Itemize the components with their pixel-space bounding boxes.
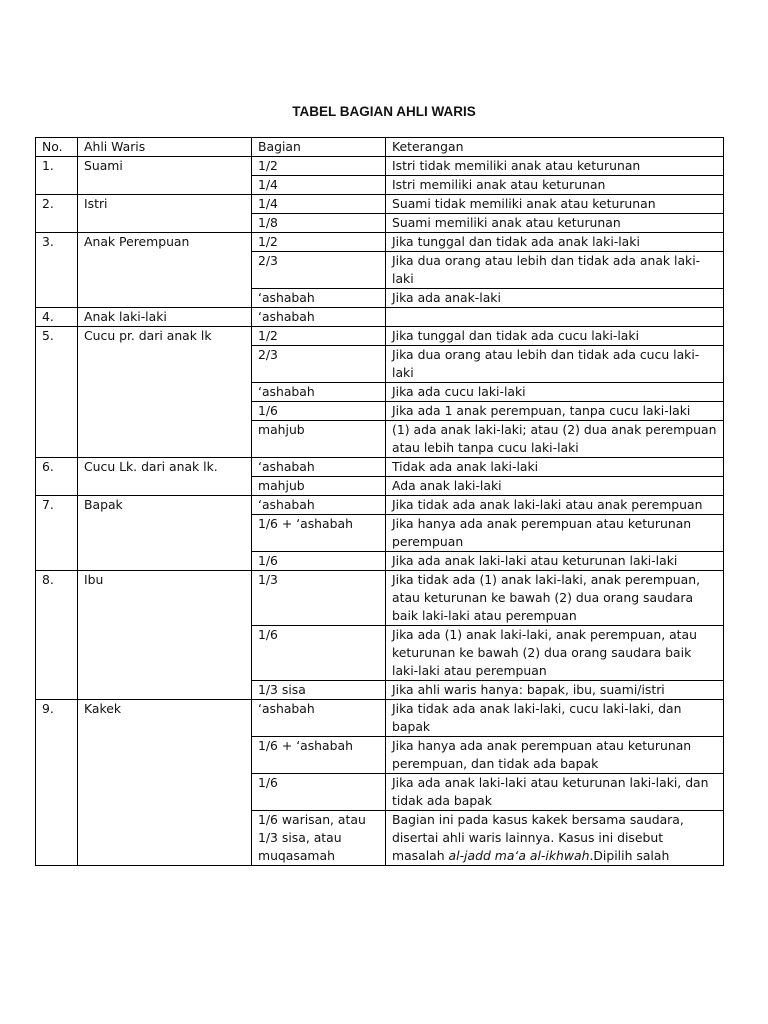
table-row bbox=[36, 571, 724, 626]
table-row bbox=[36, 308, 724, 327]
cell-bagian: 1/3 sisa bbox=[252, 681, 386, 700]
cell-keterangan bbox=[386, 308, 724, 327]
cell-ahli-waris: Cucu Lk. dari anak lk. bbox=[78, 458, 252, 496]
cell-ahli-waris: Ibu bbox=[78, 571, 252, 700]
cell-no: 1. bbox=[36, 157, 78, 195]
cell-keterangan: Jika hanya ada anak perempuan atau keturunan perempuan, dan tidak ada bapak bbox=[386, 737, 724, 774]
cell-keterangan: Istri tidak memiliki anak atau keturunan bbox=[386, 157, 724, 176]
cell-bagian: 1/6 + ‘ashabah bbox=[252, 515, 386, 552]
cell-ahli-waris: Suami bbox=[78, 157, 252, 195]
table-row bbox=[36, 195, 724, 214]
cell-bagian: 1/6 warisan, atau 1/3 sisa, atau muqasamah bbox=[252, 811, 386, 866]
cell-keterangan: Jika dua orang atau lebih dan tidak ada cucu laki-laki bbox=[386, 346, 724, 383]
cell-bagian: ‘ashabah bbox=[252, 289, 386, 308]
table-header-row bbox=[36, 138, 724, 157]
cell-bagian: ‘ashabah bbox=[252, 308, 386, 327]
cell-bagian: 1/6 + ‘ashabah bbox=[252, 737, 386, 774]
table-row bbox=[36, 496, 724, 515]
cell-bagian: ‘ashabah bbox=[252, 700, 386, 737]
keterangan-italic-term: al-jadd ma‘a al-ikhwah bbox=[448, 848, 590, 863]
table-row bbox=[36, 458, 724, 477]
table-row bbox=[36, 327, 724, 346]
cell-bagian: 1/4 bbox=[252, 195, 386, 214]
cell-bagian: 2/3 bbox=[252, 252, 386, 289]
cell-no: 9. bbox=[36, 700, 78, 866]
cell-keterangan: Jika tunggal dan tidak ada anak laki-laki bbox=[386, 233, 724, 252]
cell-no: 8. bbox=[36, 571, 78, 700]
cell-keterangan: Tidak ada anak laki-laki bbox=[386, 458, 724, 477]
cell-bagian: mahjub bbox=[252, 477, 386, 496]
table-title: TABEL BAGIAN AHLI WARIS bbox=[292, 104, 476, 119]
cell-keterangan: Jika ada cucu laki-laki bbox=[386, 383, 724, 402]
header-ahli-waris: Ahli Waris bbox=[78, 138, 252, 157]
table-row bbox=[36, 700, 724, 737]
cell-keterangan: Jika tidak ada (1) anak laki-laki, anak perempuan, atau keturunan ke bawah (2) dua orang saudara baik laki-laki atau perempuan bbox=[386, 571, 724, 626]
cell-bagian: 1/2 bbox=[252, 233, 386, 252]
cell-ahli-waris: Istri bbox=[78, 195, 252, 233]
keterangan-tail: .Dipilih salah bbox=[589, 848, 670, 863]
table-row bbox=[36, 233, 724, 252]
keterangan-text: Bagian ini pada kasus kakek bersama saudara, disertai ahli waris lainnya. Kasus ini disebut masalah bbox=[392, 812, 684, 863]
cell-bagian: mahjub bbox=[252, 421, 386, 458]
header-no: No. bbox=[36, 138, 78, 157]
cell-no: 6. bbox=[36, 458, 78, 496]
cell-bagian: 1/6 bbox=[252, 626, 386, 681]
header-bagian: Bagian bbox=[252, 138, 386, 157]
cell-bagian: 1/2 bbox=[252, 327, 386, 346]
cell-keterangan: Jika ahli waris hanya: bapak, ibu, suami/istri bbox=[386, 681, 724, 700]
cell-keterangan bbox=[386, 811, 724, 866]
cell-bagian: 1/2 bbox=[252, 157, 386, 176]
cell-keterangan: Jika ada 1 anak perempuan, tanpa cucu laki-laki bbox=[386, 402, 724, 421]
cell-no: 3. bbox=[36, 233, 78, 308]
cell-keterangan: Jika dua orang atau lebih dan tidak ada anak laki-laki bbox=[386, 252, 724, 289]
cell-no: 7. bbox=[36, 496, 78, 571]
cell-no: 2. bbox=[36, 195, 78, 233]
cell-keterangan: Jika ada anak laki-laki atau keturunan laki-laki, dan tidak ada bapak bbox=[386, 774, 724, 811]
cell-keterangan: Jika tunggal dan tidak ada cucu laki-laki bbox=[386, 327, 724, 346]
cell-bagian: 1/6 bbox=[252, 774, 386, 811]
cell-ahli-waris: Anak laki-laki bbox=[78, 308, 252, 327]
cell-bagian: 1/6 bbox=[252, 402, 386, 421]
cell-keterangan: Suami memiliki anak atau keturunan bbox=[386, 214, 724, 233]
cell-keterangan: Istri memiliki anak atau keturunan bbox=[386, 176, 724, 195]
header-keterangan: Keterangan bbox=[386, 138, 724, 157]
cell-keterangan: Jika tidak ada anak laki-laki, cucu laki-laki, dan bapak bbox=[386, 700, 724, 737]
cell-bagian: 1/3 bbox=[252, 571, 386, 626]
cell-ahli-waris: Anak Perempuan bbox=[78, 233, 252, 308]
cell-bagian: ‘ashabah bbox=[252, 496, 386, 515]
table-row bbox=[36, 157, 724, 176]
cell-bagian: 1/6 bbox=[252, 552, 386, 571]
cell-keterangan: (1) ada anak laki-laki; atau (2) dua anak perempuan atau lebih tanpa cucu laki-laki bbox=[386, 421, 724, 458]
cell-ahli-waris: Kakek bbox=[78, 700, 252, 866]
cell-keterangan: Suami tidak memiliki anak atau keturunan bbox=[386, 195, 724, 214]
cell-ahli-waris: Cucu pr. dari anak lk bbox=[78, 327, 252, 458]
cell-keterangan: Ada anak laki-laki bbox=[386, 477, 724, 496]
cell-keterangan: Jika hanya ada anak perempuan atau keturunan perempuan bbox=[386, 515, 724, 552]
cell-no: 4. bbox=[36, 308, 78, 327]
cell-keterangan: Jika tidak ada anak laki-laki atau anak perempuan bbox=[386, 496, 724, 515]
cell-bagian: 1/8 bbox=[252, 214, 386, 233]
inheritance-table bbox=[35, 137, 724, 866]
cell-bagian: 2/3 bbox=[252, 346, 386, 383]
cell-bagian: ‘ashabah bbox=[252, 458, 386, 477]
cell-no: 5. bbox=[36, 327, 78, 458]
cell-ahli-waris: Bapak bbox=[78, 496, 252, 571]
cell-keterangan: Jika ada anak-laki bbox=[386, 289, 724, 308]
cell-keterangan: Jika ada anak laki-laki atau keturunan laki-laki bbox=[386, 552, 724, 571]
cell-bagian: ‘ashabah bbox=[252, 383, 386, 402]
cell-bagian: 1/4 bbox=[252, 176, 386, 195]
table-body bbox=[36, 157, 724, 866]
cell-keterangan: Jika ada (1) anak laki-laki, anak perempuan, atau keturunan ke bawah (2) dua orang saudara baik laki-laki atau perempuan bbox=[386, 626, 724, 681]
